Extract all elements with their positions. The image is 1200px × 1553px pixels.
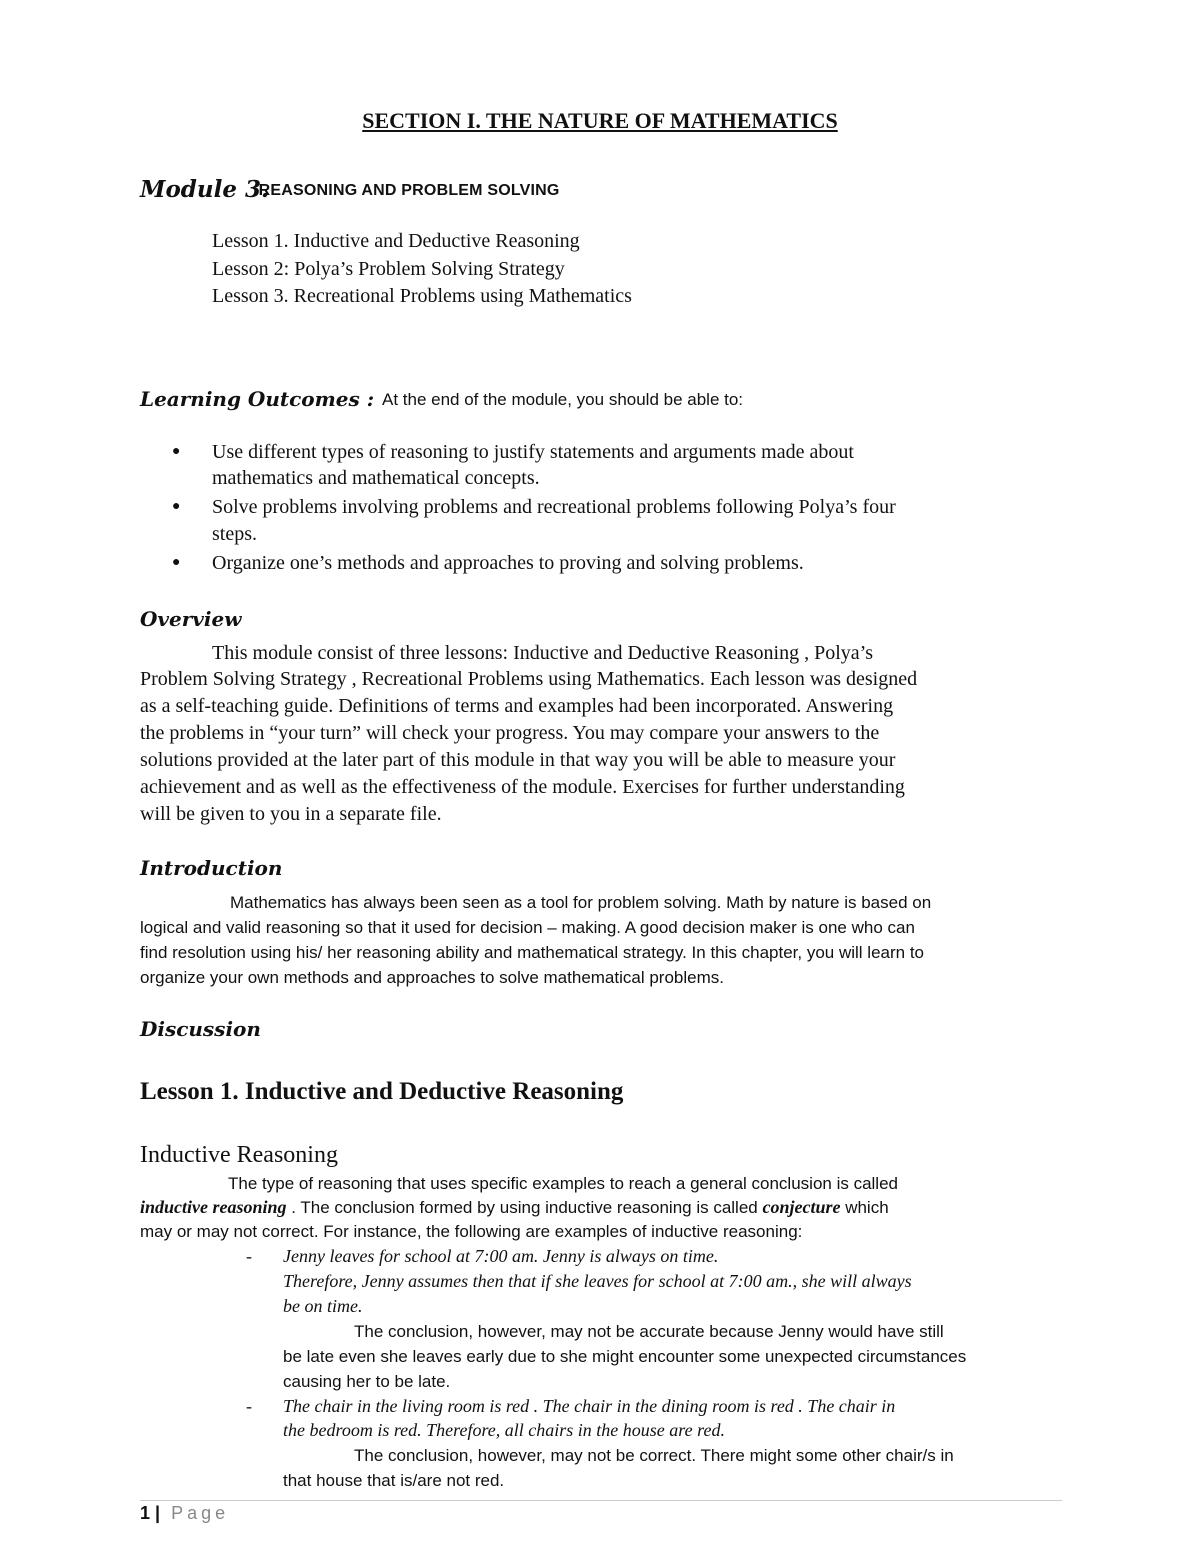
- lesson1-heading: Lesson 1. Inductive and Deductive Reasoning: [140, 1078, 624, 1105]
- lesson-list-item: Lesson 3. Recreational Problems using Mathematics: [212, 285, 632, 307]
- outcome-line: Solve problems involving problems and recreational problems following Polya’s four: [212, 496, 896, 518]
- introduction-line: organize your own methods and approaches to solve mathematical problems.: [140, 968, 724, 987]
- overview-line: as a self-teaching guide. Definitions of terms and examples had been incorporated. Answering: [140, 695, 894, 717]
- paragraph-text: . The conclusion formed by using inductive reasoning is called: [286, 1198, 763, 1217]
- term-inductive-reasoning: inductive reasoning: [140, 1197, 287, 1217]
- lesson-list-item: Lesson 2: Polya’s Problem Solving Strategy: [212, 258, 565, 280]
- list-dash: -: [246, 1246, 252, 1266]
- overview-line: Problem Solving Strategy , Recreational Problems using Mathematics. Each lesson was designed: [140, 668, 918, 690]
- page-footer: [140, 1503, 229, 1524]
- example-conclusion-line: that house that is/are not red.: [283, 1471, 505, 1490]
- learning-outcomes-heading: Learning Outcomes :: [140, 387, 375, 411]
- learning-outcomes-intro: At the end of the module, you should be able to:: [382, 390, 744, 409]
- section-title: SECTION I. THE NATURE OF MATHEMATICS: [362, 108, 838, 133]
- paragraph-text: which: [840, 1198, 889, 1217]
- overview-line: will be given to you in a separate file.: [140, 803, 442, 825]
- bullet-icon: ●: [172, 444, 181, 459]
- bullet-icon: ●: [172, 499, 181, 514]
- example-conclusion-line: causing her to be late.: [283, 1372, 451, 1391]
- module-label: Module 3.: [140, 176, 269, 203]
- module-title: .REASONING AND PROBLEM SOLVING: [254, 182, 560, 199]
- lesson-list-item: Lesson 1. Inductive and Deductive Reasoning: [212, 230, 580, 252]
- overview-heading: Overview: [140, 607, 242, 631]
- paragraph-line: [140, 1197, 889, 1218]
- bullet-icon: ●: [172, 555, 181, 570]
- example-line: The chair in the living room is red . The chair in the dining room is red . The chair in: [283, 1396, 896, 1416]
- overview-line: the problems in “your turn” will check your progress. You may compare your answers to the: [140, 722, 880, 744]
- example-conclusion-line: The conclusion, however, may not be correct. There might some other chair/s in: [354, 1446, 954, 1465]
- introduction-line: Mathematics has always been seen as a tool for problem solving. Math by nature is based on: [230, 893, 932, 912]
- footer-separator: |: [155, 1503, 161, 1523]
- page-label: Page: [171, 1503, 230, 1523]
- example-line: Therefore, Jenny assumes then that if she leaves for school at 7:00 am., she will always: [283, 1271, 912, 1291]
- list-dash: -: [246, 1396, 252, 1416]
- paragraph-line: may or may not correct. For instance, the following are examples of inductive reasoning:: [140, 1222, 803, 1241]
- overview-line: solutions provided at the later part of this module in that way you will be able to measure your: [140, 749, 896, 771]
- inductive-reasoning-heading: Inductive Reasoning: [140, 1142, 338, 1168]
- introduction-line: logical and valid reasoning so that it used for decision – making. A good decision maker is one who can: [140, 918, 915, 937]
- paragraph-line: The type of reasoning that uses specific examples to reach a general conclusion is called: [228, 1174, 898, 1193]
- introduction-line: find resolution using his/ her reasoning ability and mathematical strategy. In this chapter, you will learn to: [140, 943, 924, 962]
- overview-line: achievement and as well as the effectiveness of the module. Exercises for further understanding: [140, 776, 905, 798]
- overview-line: This module consist of three lessons: Inductive and Deductive Reasoning , Polya’s: [212, 642, 873, 664]
- example-conclusion-line: The conclusion, however, may not be accurate because Jenny would have still: [354, 1322, 944, 1341]
- example-line: be on time.: [283, 1296, 363, 1316]
- outcome-line: Use different types of reasoning to justify statements and arguments made about: [212, 441, 854, 463]
- page-number: 1: [140, 1503, 151, 1523]
- footer-divider: [140, 1500, 1062, 1501]
- introduction-heading: Introduction: [140, 856, 283, 880]
- outcome-line: mathematics and mathematical concepts.: [212, 467, 540, 489]
- term-conjecture: conjecture: [762, 1197, 841, 1217]
- outcome-line: steps.: [212, 523, 257, 545]
- discussion-heading: Discussion: [140, 1017, 261, 1041]
- example-line: the bedroom is red. Therefore, all chairs in the house are red.: [283, 1420, 725, 1440]
- example-line: Jenny leaves for school at 7:00 am. Jenny is always on time.: [283, 1246, 719, 1266]
- outcome-line: Organize one’s methods and approaches to proving and solving problems.: [212, 552, 804, 574]
- example-conclusion-line: be late even she leaves early due to she might encounter some unexpected circumstances: [283, 1347, 967, 1366]
